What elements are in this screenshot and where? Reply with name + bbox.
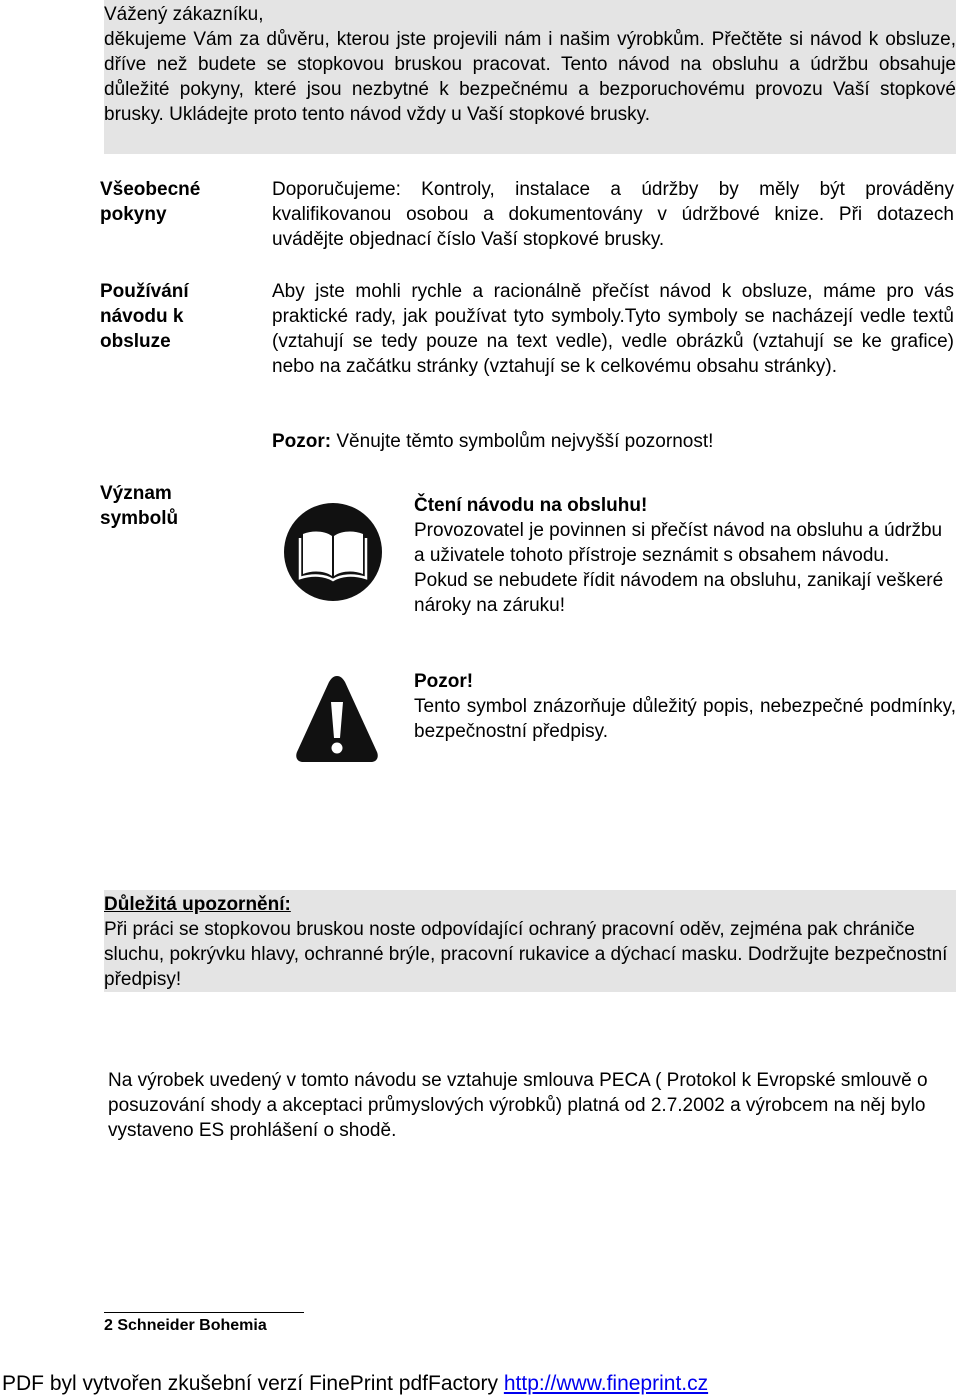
important-text: Při práci se stopkovou bruskou noste odpovídající ochraný pracovní oděv, zejména pak chrániče sluchu, pokrývku hlavy, ochranné brýle, pracovní rukavice a dýchací masku. Dodržujte bezpečnostní předpisy! [104, 919, 948, 990]
heading-line: pokyny [100, 204, 167, 225]
watermark-line [2, 1371, 708, 1397]
peca-statement: Na výrobek uvedený v tomto návodu se vztahuje smlouva PECA ( Protokol k Evropské smlouvě o posuzování shody a akceptaci průmyslových výrobků) platná od 2.7.2002 a výrobcem na něj bylo vystaveno ES prohlášení o shodě. [108, 1070, 928, 1141]
intro-block [104, 0, 956, 154]
attention-line [272, 429, 954, 454]
heading-line: obsluze [100, 331, 171, 352]
book-symbol-description [414, 493, 956, 618]
section-heading-usage [100, 279, 250, 354]
book-symbol-text: Provozovatel je povinnen si přečíst návod na obsluhu a údržbu a uživatele tohoto přístroje seznámit s obsahem návodu. [414, 520, 943, 566]
warning-symbol-description [414, 669, 956, 744]
page-footer: 2 Schneider Bohemia [104, 1317, 267, 1334]
watermark-text: PDF byl vytvořen zkušební verzí FinePrint pdfFactory [2, 1372, 504, 1395]
book-icon [283, 502, 383, 602]
heading-line: symbolů [100, 508, 179, 529]
warning-triangle-icon [293, 672, 381, 764]
section-heading-general [100, 177, 250, 227]
heading-line: návodu k [100, 306, 184, 327]
important-title: Důležitá upozornění: [104, 894, 291, 915]
footer-rule [104, 1312, 304, 1313]
heading-line: Používání [100, 281, 189, 302]
greeting: Vážený zákazníku, [104, 4, 264, 25]
important-notice [104, 890, 956, 992]
usage-text: Aby jste mohli rychle a racionálně přečíst návod k obsluze, máme pro vás praktické rady, jak používat tyto symboly.Tyto symboly se nacházejí vedle textů (vztahují se tedy pouze na text vedle), vedle obrázků (vztahují se ke grafice) nebo na začátku stránky (vztahují se k celkovému obsahu stránky). [272, 281, 954, 377]
heading-line: Všeobecné [100, 179, 201, 200]
attention-text: Věnujte těmto symbolům nejvyšší pozornost! [331, 431, 714, 452]
book-symbol-title: Čtení návodu na obsluhu! [414, 495, 648, 516]
warning-symbol-title: Pozor! [414, 671, 474, 692]
book-symbol-text: Pokud se nebudete řídit návodem na obsluhu, zanikají veškeré nároky na záruku! [414, 570, 944, 616]
watermark-link[interactable]: http://www.fineprint.cz [503, 1372, 709, 1395]
warning-symbol-text: Tento symbol znázorňuje důležitý popis, nebezpečné podmínky, bezpečnostní předpisy. [414, 696, 956, 742]
intro-text: děkujeme Vám za důvěru, kterou jste projevili nám i našim výrobkům. Přečtěte si návod k obsluze, dříve než budete se stopkovou bruskou pracovat. Tento návod na obsluhu a údržbu obsahuje důležité pokyny, které jsou nezbytné k bezpečnému a bezporuchovému provozu Vaší stopkové brusky. Ukládejte proto tento návod vždy u Vaší stopkové brusky. [104, 29, 956, 125]
attention-label: Pozor: [272, 431, 332, 452]
general-text: Doporučujeme: Kontroly, instalace a údržby by měly být prováděny kvalifikovanou osobou a dokumentovány v údržbové knize. Při dotazech uvádějte objednací číslo Vaší stopkové brusky. [272, 179, 954, 250]
heading-line: Význam [100, 483, 172, 504]
section-heading-symbols [100, 481, 250, 531]
